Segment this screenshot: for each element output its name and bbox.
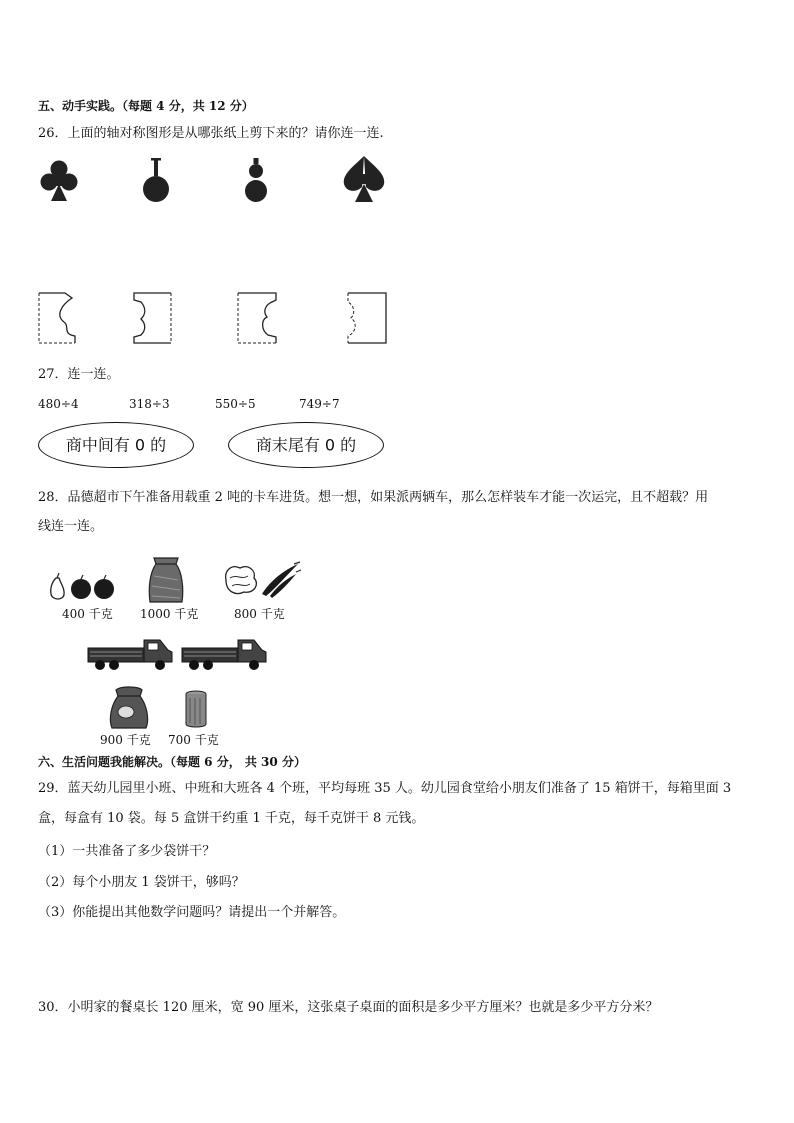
oval-quotient-middle-zero[interactable] [38,422,194,468]
question-28-text-line2: 线连一连。 [38,519,104,534]
truck-icon-2[interactable] [180,634,268,674]
question-29-line1: 29．蓝天幼儿园里小班、中班和大班各 4 个班，平均每班 35 人。幼儿园食堂给小朋友们准备了 15 箱饼干，每箱里面 3 [38,781,732,796]
oval-label-1: 商中间有 0 的 [65,435,167,455]
expression-4[interactable]: 749÷7 [299,397,340,411]
bag-icon [106,686,152,730]
round-bottle-shape-icon [142,158,170,204]
goods-label-vegetables: 800 千克 [234,607,285,621]
barrel-icon [184,690,208,728]
vegetables-icon [222,560,302,600]
fruit-icon [48,572,118,602]
question-29-line2: 盒，每盒有 10 袋。每 5 盒饼干约重 1 千克，每千克饼干 8 元钱。 [38,811,425,826]
expression-3[interactable]: 550÷5 [215,397,256,411]
goods-label-barrel: 700 千克 [168,733,219,747]
question-29-sub2: （2）每个小朋友 1 袋饼干，够吗？ [38,875,245,890]
oval-quotient-end-zero[interactable] [228,422,384,468]
paper-piece-4[interactable] [347,292,387,344]
question-29-sub1: （1）一共准备了多少袋饼干？ [38,844,216,859]
spade-shape-icon [342,156,386,204]
paper-piece-2[interactable] [132,292,172,344]
question-28-text-line1: 28．品德超市下午准备用载重 2 吨的卡车进货。想一想，如果派两辆车，那么怎样装车才能一次运完，且不超载？用 [38,490,709,505]
paper-piece-3[interactable] [237,292,277,344]
goods-label-fruit: 400 千克 [62,607,113,621]
question-30-text: 30．小明家的餐桌长 120 厘米，宽 90 厘米，这张桌子桌面的面积是多少平方厘米？也就是多少平方分米？ [38,1000,659,1015]
expression-2[interactable]: 318÷3 [129,397,170,411]
truck-icon-1[interactable] [86,634,174,674]
expression-1[interactable]: 480÷4 [38,397,79,411]
sack-icon [146,556,186,604]
oval-label-2: 商末尾有 0 的 [255,435,357,455]
section-heading-5: 五、动手实践。（每题 4 分，共 12 分） [38,99,254,113]
club-shape-icon [38,158,80,204]
question-29-sub3: （3）你能提出其他数学问题吗？请提出一个并解答。 [38,905,346,920]
gourd-shape-icon [244,158,268,204]
section-heading-6: 六、生活问题我能解决。（每题 6 分， 共 30 分） [38,755,306,769]
goods-label-sack: 1000 千克 [140,607,199,621]
goods-label-bag: 900 千克 [100,733,151,747]
question-27-text: 27．连一连。 [38,367,120,382]
paper-piece-1[interactable] [38,292,76,344]
question-26-text: 26．上面的轴对称图形是从哪张纸上剪下来的？请你连一连. [38,126,384,141]
